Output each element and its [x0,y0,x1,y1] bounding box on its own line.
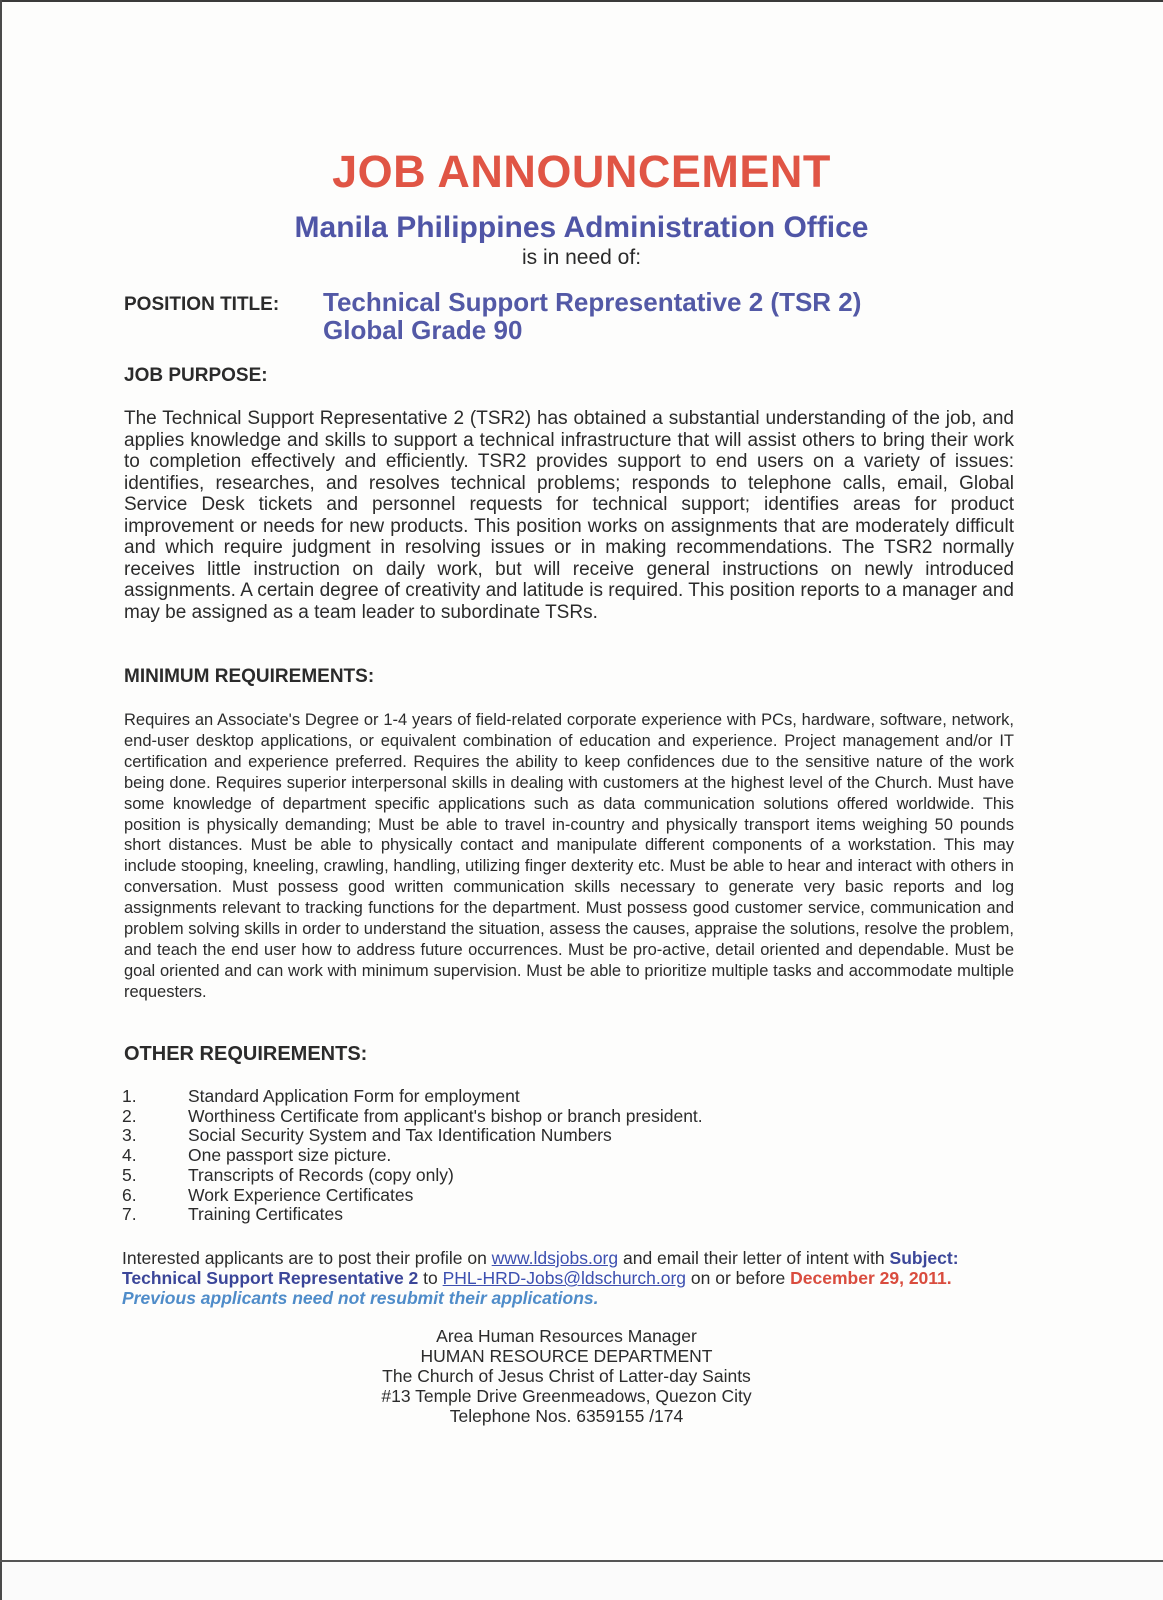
list-text: Work Experience Certificates [188,1184,414,1205]
apply-text-2: and email their letter of intent with [618,1248,890,1268]
position-title [323,288,861,344]
list-number: 7. [122,1204,137,1225]
list-item [122,1087,703,1107]
office-heading: Manila Philippines Administration Office [294,211,869,244]
list-number: 1. [122,1086,137,1106]
list-item [122,1186,703,1206]
list-number: 6. [122,1184,137,1205]
signature-line3: The Church of Jesus Christ of Latter-day Saints [382,1366,751,1386]
signature-block [0,1326,1133,1426]
minimum-requirements-label: MINIMUM REQUIREMENTS: [124,666,375,687]
ldsjobs-link[interactable]: www.ldsjobs.org [491,1248,619,1268]
signature-line4: #13 Temple Drive Greenmeadows, Quezon City [381,1386,752,1406]
signature-line5: Telephone Nos. 6359155 /174 [449,1406,684,1426]
previous-applicants-note: Previous applicants need not resubmit their applications. [122,1288,599,1308]
need-subheading: is in need of: [521,246,642,269]
application-instructions [122,1248,1022,1308]
scan-bottom-margin [0,1562,1163,1600]
list-number: 2. [122,1105,137,1126]
list-text: Standard Application Form for employment [188,1086,520,1106]
list-item [122,1166,703,1186]
list-text: One passport size picture. [188,1145,392,1166]
other-requirements-list [122,1087,703,1225]
list-text: Worthiness Certificate from applicant's bishop or branch president. [188,1105,703,1126]
deadline-date: December 29, 2011 [790,1268,947,1288]
list-text: Transcripts of Records (copy only) [188,1164,454,1185]
email-link[interactable]: PHL-HRD-Jobs@ldschurch.org [442,1268,687,1288]
signature-line1: Area Human Resources Manager [436,1326,697,1346]
deadline-period: . [946,1268,952,1288]
scan-edge-bottom-left [0,1562,2,1600]
list-number: 4. [122,1145,137,1166]
page-title: JOB ANNOUNCEMENT [332,146,831,197]
apply-text-4: on or before [686,1268,791,1288]
position-title-line1: Technical Support Representative 2 (TSR 2) [323,287,862,317]
position-title-label: POSITION TITLE: [124,294,280,315]
list-text: Social Security System and Tax Identification Numbers [188,1125,612,1146]
list-item [122,1205,703,1225]
job-purpose-label: JOB PURPOSE: [124,365,268,386]
apply-text-1: Interested applicants are to post their profile on [122,1248,492,1268]
other-requirements-label: OTHER REQUIREMENTS: [124,1043,368,1065]
subject-text: Technical Support Representative 2 [122,1268,419,1288]
job-purpose-text: The Technical Support Representative 2 (TSR2) has obtained a substantial understanding of the job, and applies knowledge and skills to support a technical infrastructure that will assist others to bring their work to completion effectively and efficiently. TSR2 provides support to end users on a variety of issues: identifies, researches, and resolves technical problems; responds to telephone calls, email, Global Service Desk tickets and personnel requests for technical support; identifies areas for product improvement or needs for new products. This position works on assignments that are moderately difficult and which require judgment in resolving issues or in making recommendations. The TSR2 normally receives little instruction on daily work, but will receive general instructions on newly introduced assignments. A certain degree of creativity and latitude is required. This position reports to a manager and may be assigned as a team leader to subordinate TSRs. [124,408,1014,623]
subject-label: Subject: [889,1248,959,1268]
list-number: 5. [122,1164,137,1185]
list-item [122,1146,703,1166]
scan-edge-top [0,0,1163,2]
list-item [122,1107,703,1127]
position-grade: Global Grade 90 [323,315,523,345]
list-item [122,1126,703,1146]
minimum-requirements-text: Requires an Associate's Degree or 1-4 years of field-related corporate experience with PCs, hardware, software, network, end-user desktop applications, or equivalent combination of education and experience. Project management and/or IT certification and experience preferred. Requires the ability to keep confidences due to the sensitive nature of the work being done. Requires superior interpersonal skills in dealing with customers at the highest level of the Church. Must have some knowledge of department specific applications such as data communication solutions offered worldwide. This position is physically demanding; Must be able to travel in-country and physically transport items weighing 50 pounds short distances. Must be able to physically contact and manipulate different components of a workstation. This may include stooping, kneeling, crawling, handling, utilizing finger dexterity etc. Must be able to hear and interact with others in conversation. Must possess good written communication skills necessary to generate very basic reports and log assignments relevant to tracking functions for the department. Must possess good customer service, communication and problem solving skills in order to understand the situation, assess the causes, appraise the solutions, resolve the problem, and teach the end user how to address future occurrences. Must be pro-active, detail oriented and dependable. Must be goal oriented and can work with minimum supervision. Must be able to prioritize multiple tasks and accommodate multiple requesters. [124,711,1014,1001]
apply-text-3: to [418,1268,443,1288]
list-text: Training Certificates [188,1204,343,1225]
signature-line2: HUMAN RESOURCE DEPARTMENT [420,1346,713,1366]
list-number: 3. [122,1125,137,1146]
